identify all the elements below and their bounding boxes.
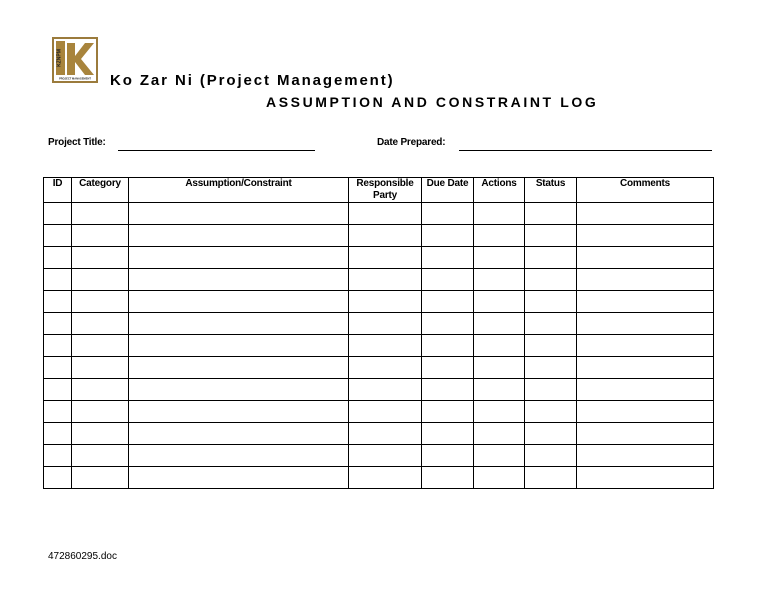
table-cell[interactable] (577, 225, 714, 247)
project-title-field[interactable] (118, 150, 315, 151)
column-header: Actions (474, 178, 525, 203)
table-cell[interactable] (349, 357, 422, 379)
table-cell[interactable] (525, 357, 577, 379)
table-cell[interactable] (44, 401, 72, 423)
table-row (44, 247, 714, 269)
table-cell[interactable] (474, 379, 525, 401)
table-cell[interactable] (349, 445, 422, 467)
table-cell[interactable] (129, 269, 349, 291)
table-cell[interactable] (44, 313, 72, 335)
table-cell[interactable] (44, 247, 72, 269)
assumption-constraint-table (43, 177, 714, 489)
table-cell[interactable] (72, 291, 129, 313)
table-cell[interactable] (422, 291, 474, 313)
column-header: Comments (577, 178, 714, 203)
table-row (44, 335, 714, 357)
table-cell[interactable] (577, 247, 714, 269)
table-cell[interactable] (474, 445, 525, 467)
table-cell[interactable] (474, 401, 525, 423)
table-cell[interactable] (129, 225, 349, 247)
table-cell[interactable] (44, 423, 72, 445)
table-cell[interactable] (349, 423, 422, 445)
table-cell[interactable] (474, 225, 525, 247)
table-cell[interactable] (474, 269, 525, 291)
table-row (44, 423, 714, 445)
table-cell[interactable] (525, 203, 577, 225)
table-cell[interactable] (422, 445, 474, 467)
table-cell[interactable] (474, 313, 525, 335)
logo-tagline: PROJECT MANAGEMENT (59, 77, 91, 81)
table-row (44, 203, 714, 225)
table-cell[interactable] (577, 203, 714, 225)
table-cell[interactable] (577, 401, 714, 423)
table-row (44, 357, 714, 379)
company-name: Ko Zar Ni (Project Management) (110, 72, 395, 89)
table-cell[interactable] (72, 335, 129, 357)
table-cell[interactable] (474, 423, 525, 445)
column-header: Responsible Party (349, 178, 422, 203)
table-row (44, 445, 714, 467)
table-cell[interactable] (422, 379, 474, 401)
table-cell[interactable] (44, 335, 72, 357)
table-cell[interactable] (474, 203, 525, 225)
table-cell[interactable] (577, 423, 714, 445)
table-cell[interactable] (525, 269, 577, 291)
table-cell[interactable] (577, 269, 714, 291)
table-cell[interactable] (525, 335, 577, 357)
table-cell[interactable] (525, 379, 577, 401)
table-cell[interactable] (349, 247, 422, 269)
table-cell[interactable] (129, 335, 349, 357)
table-cell[interactable] (44, 467, 72, 489)
table-cell[interactable] (44, 445, 72, 467)
table-cell[interactable] (44, 357, 72, 379)
date-prepared-label: Date Prepared: (377, 137, 446, 148)
table-cell[interactable] (474, 467, 525, 489)
document-filename: 472860295.doc (48, 551, 117, 562)
table-cell[interactable] (422, 335, 474, 357)
table-cell[interactable] (129, 313, 349, 335)
table-cell[interactable] (72, 269, 129, 291)
table-cell[interactable] (474, 247, 525, 269)
table-cell[interactable] (129, 401, 349, 423)
table-row (44, 291, 714, 313)
table-cell[interactable] (129, 379, 349, 401)
table-row (44, 467, 714, 489)
table-cell[interactable] (422, 357, 474, 379)
column-header: ID (44, 178, 72, 203)
table-cell[interactable] (72, 379, 129, 401)
column-header: Status (525, 178, 577, 203)
table-cell[interactable] (72, 423, 129, 445)
table-cell[interactable] (525, 401, 577, 423)
table-cell[interactable] (349, 401, 422, 423)
column-header: Due Date (422, 178, 474, 203)
table-cell[interactable] (349, 269, 422, 291)
table-row (44, 379, 714, 401)
table-cell[interactable] (422, 423, 474, 445)
table-row (44, 401, 714, 423)
table-cell[interactable] (44, 291, 72, 313)
table-cell[interactable] (72, 445, 129, 467)
table-cell[interactable] (72, 313, 129, 335)
table-cell[interactable] (577, 357, 714, 379)
table-cell[interactable] (422, 401, 474, 423)
table-cell[interactable] (525, 247, 577, 269)
table-cell[interactable] (129, 203, 349, 225)
logo-side-text: KZNPM (56, 49, 63, 67)
column-header: Assumption/Constraint (129, 178, 349, 203)
table-cell[interactable] (525, 445, 577, 467)
table-cell[interactable] (349, 335, 422, 357)
table-row (44, 225, 714, 247)
table-cell[interactable] (422, 269, 474, 291)
table-cell[interactable] (577, 335, 714, 357)
table-cell[interactable] (422, 203, 474, 225)
table-cell[interactable] (349, 313, 422, 335)
date-prepared-field[interactable] (459, 150, 712, 151)
table-header-row (44, 178, 714, 203)
table-cell[interactable] (349, 225, 422, 247)
table-cell[interactable] (129, 423, 349, 445)
table-row (44, 313, 714, 335)
table-cell[interactable] (422, 313, 474, 335)
table-cell[interactable] (44, 269, 72, 291)
table-cell[interactable] (129, 247, 349, 269)
table-cell[interactable] (422, 247, 474, 269)
table-cell[interactable] (72, 203, 129, 225)
table-cell[interactable] (474, 291, 525, 313)
table-cell[interactable] (129, 291, 349, 313)
table-cell[interactable] (129, 467, 349, 489)
table-cell[interactable] (525, 423, 577, 445)
table-cell[interactable] (44, 379, 72, 401)
column-header: Category (72, 178, 129, 203)
table-cell[interactable] (349, 467, 422, 489)
table-cell[interactable] (72, 247, 129, 269)
table-cell[interactable] (129, 357, 349, 379)
kznpm-logo-icon (54, 39, 96, 81)
table-cell[interactable] (44, 203, 72, 225)
company-logo (52, 37, 98, 83)
table-cell[interactable] (577, 445, 714, 467)
table-cell[interactable] (422, 225, 474, 247)
table-cell[interactable] (577, 467, 714, 489)
table-cell[interactable] (72, 357, 129, 379)
table-cell[interactable] (44, 225, 72, 247)
table-cell[interactable] (474, 335, 525, 357)
project-title-label: Project Title: (48, 137, 106, 148)
table-cell[interactable] (525, 225, 577, 247)
table-cell[interactable] (577, 291, 714, 313)
table-cell[interactable] (72, 401, 129, 423)
table-row (44, 269, 714, 291)
table-cell[interactable] (72, 467, 129, 489)
table-body (44, 203, 714, 489)
table-cell[interactable] (349, 291, 422, 313)
table-cell[interactable] (525, 291, 577, 313)
table-cell[interactable] (422, 467, 474, 489)
table-cell[interactable] (72, 225, 129, 247)
table-cell[interactable] (577, 313, 714, 335)
table-cell[interactable] (525, 313, 577, 335)
table-cell[interactable] (129, 445, 349, 467)
table-cell[interactable] (474, 357, 525, 379)
table-cell[interactable] (577, 379, 714, 401)
table-cell[interactable] (349, 379, 422, 401)
table-cell[interactable] (349, 203, 422, 225)
document-title: ASSUMPTION AND CONSTRAINT LOG (266, 94, 599, 110)
table-cell[interactable] (525, 467, 577, 489)
